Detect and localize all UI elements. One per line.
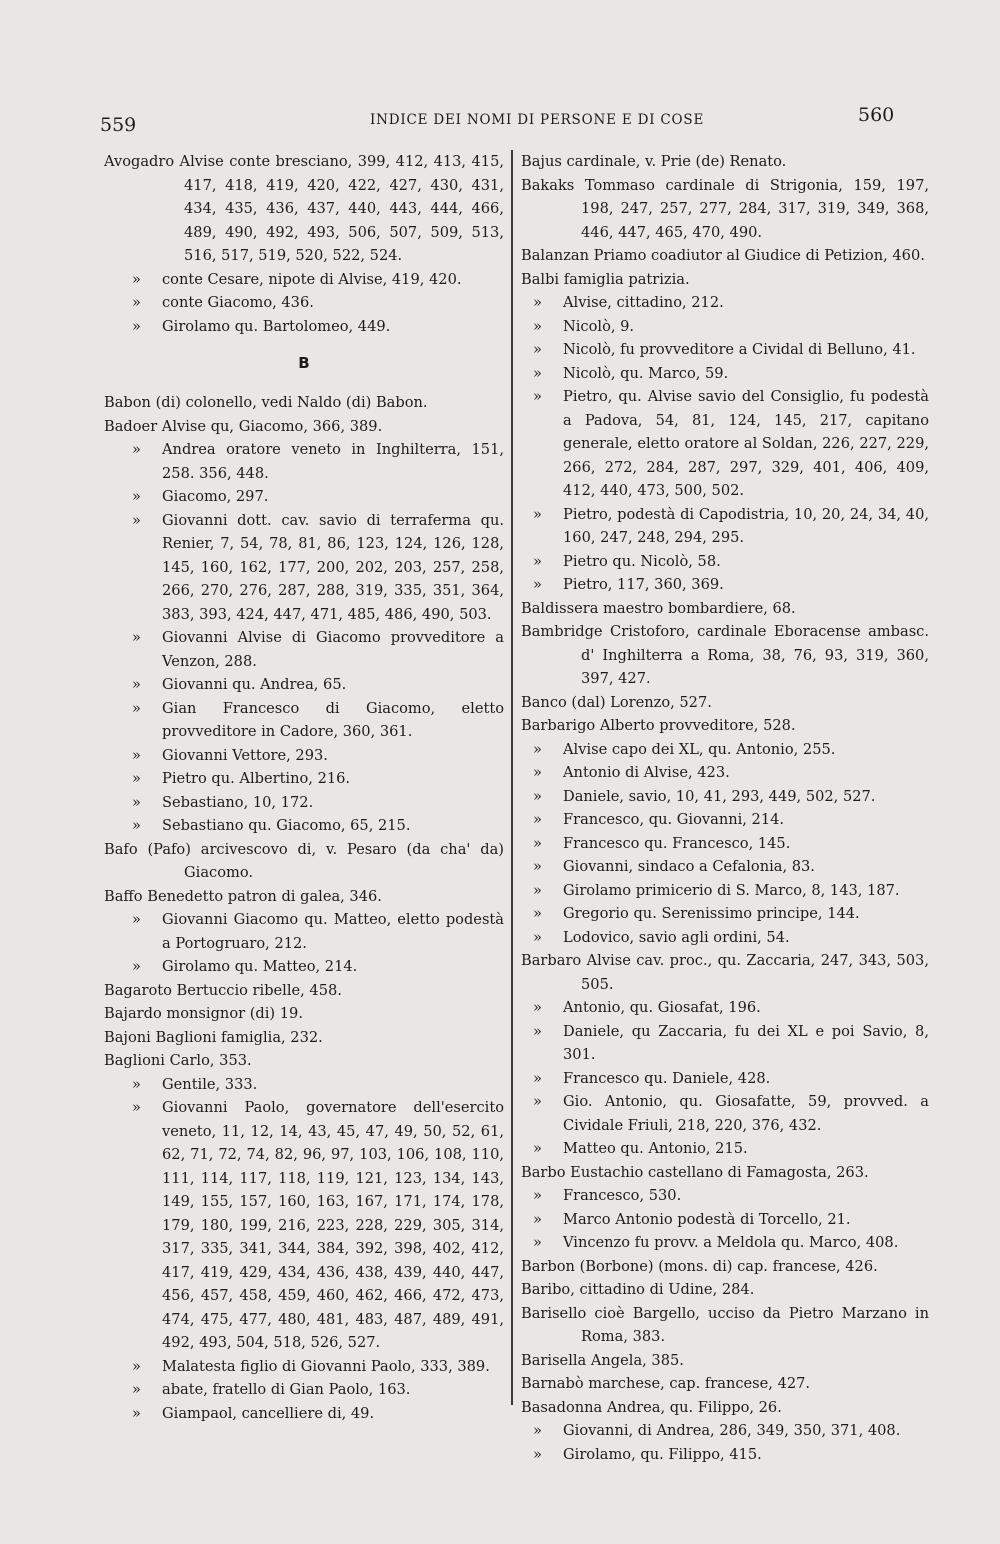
index-subentry: » Giovanni, di Andrea, 286, 349, 350, 371, 408.: [521, 1419, 929, 1443]
index-subentry: » Giovanni Paolo, governatore dell'esercito veneto, 11, 12, 14, 43, 45, 47, 49, 50, 52, 61, 62, 71, 72, 74, 82, 96, 97, 103, 106, 108, 110, 111, 114, 117, 118, 119, 121, 123, 134, 143, 149, 155, 157, 160, 163, 167, 171, 174, 178, 179, 180, 199, 216, 223, 228, 229, 305, 314, 317, 335, 341, 344, 384, 392, 398, 402, 412, 417, 419, 429, 434, 436, 438, 439, 440, 447, 456, 457, 458, 459, 460, 462, 466, 472, 473, 474, 475, 477, 480, 481, 483, 487, 489, 491, 492, 493, 504, 518, 526, 527.: [104, 1096, 504, 1355]
index-subentry: » Andrea oratore veneto in Inghilterra, 151, 258. 356, 448.: [104, 438, 504, 485]
index-subentry: » Sebastiano, 10, 172.: [104, 791, 504, 815]
index-subentry: » Marco Antonio podestà di Torcello, 21.: [521, 1208, 929, 1232]
index-subentry: » Pietro, qu. Alvise savio del Consiglio, fu podestà a Padova, 54, 81, 124, 145, 217, capitano generale, eletto oratore al Soldan, 226, 227, 229, 266, 272, 284, 287, 297, 329, 401, 406, 409, 412, 440, 473, 500, 502.: [521, 385, 929, 503]
index-subentry: » Nicolò, fu provveditore a Cividal di Belluno, 41.: [521, 338, 929, 362]
index-subentry: » Pietro qu. Nicolò, 58.: [521, 550, 929, 574]
index-entry: Barbon (Borbone) (mons. di) cap. francese, 426.: [521, 1257, 878, 1275]
index-subentry: » Giovanni dott. cav. savio di terraferma qu. Renier, 7, 54, 78, 81, 86, 123, 124, 126, 128, 145, 160, 162, 177, 200, 202, 203, 257, 258, 266, 270, 276, 287, 288, 319, 335, 351, 364, 383, 393, 424, 447, 471, 485, 486, 490, 503.: [104, 509, 504, 627]
index-subentry: » Giovanni Vettore, 293.: [104, 744, 504, 768]
index-entry: Bakaks Tommaso cardinale di Strigonia, 159, 197, 198, 247, 257, 277, 284, 317, 319, 349, 368, 446, 447, 465, 470, 490.: [521, 176, 929, 241]
left-column: [104, 150, 504, 1425]
index-subentry: » Girolamo qu. Bartolomeo, 449.: [104, 315, 504, 339]
index-entry: Balanzan Priamo coadiutor al Giudice di Petizion, 460.: [521, 247, 925, 264]
index-subentry: » Giovanni Giacomo qu. Matteo, eletto podestà a Portogruaro, 212.: [104, 908, 504, 955]
page-number-left: 559: [100, 114, 137, 136]
index-subentry: » Antonio di Alvise, 423.: [521, 761, 929, 785]
index-entry: Baribo, cittadino di Udine, 284.: [521, 1281, 755, 1298]
index-subentry: » Giovanni qu. Andrea, 65.: [104, 673, 504, 697]
header-title: INDICE DEI NOMI DI PERSONE E DI COSE: [370, 112, 705, 128]
index-subentry: » Sebastiano qu. Giacomo, 65, 215.: [104, 814, 504, 838]
index-subentry: » Gregorio qu. Serenissimo principe, 144.: [521, 902, 929, 926]
index-entry: Balbi famiglia patrizia.: [521, 270, 690, 288]
index-subentry: » Lodovico, savio agli ordini, 54.: [521, 926, 929, 950]
column-divider: [511, 150, 513, 1405]
index-subentry: » Giovanni Alvise di Giacomo provveditore a Venzon, 288.: [104, 626, 504, 673]
index-subentry: » Francesco qu. Francesco, 145.: [521, 832, 929, 856]
index-subentry: » Antonio, qu. Giosafat, 196.: [521, 996, 929, 1020]
index-entry: Babon (di) colonello, vedi Naldo (di) Babon.: [104, 394, 428, 411]
index-subentry: » Pietro qu. Albertino, 216.: [104, 767, 504, 791]
index-subentry: » Daniele, qu Zaccaria, fu dei XL e poi Savio, 8, 301.: [521, 1020, 929, 1067]
index-subentry: » Gentile, 333.: [104, 1073, 504, 1097]
index-subentry: » Alvise capo dei XL, qu. Antonio, 255.: [521, 738, 929, 762]
index-entry: Baglioni Carlo, 353.: [104, 1052, 252, 1069]
index-subentry: » Giovanni, sindaco a Cefalonia, 83.: [521, 855, 929, 879]
index-subentry: » conte Giacomo, 436.: [104, 291, 504, 315]
index-subentry: » Vincenzo fu provv. a Meldola qu. Marco, 408.: [521, 1231, 929, 1255]
index-entry: Bagaroto Bertuccio ribelle, 458.: [104, 981, 342, 999]
index-subentry: » Pietro, 117, 360, 369.: [521, 573, 929, 597]
index-subentry: » Daniele, savio, 10, 41, 293, 449, 502, 527.: [521, 785, 929, 809]
index-entry: Banco (dal) Lorenzo, 527.: [521, 693, 712, 711]
index-subentry: » Pietro, podestà di Capodistria, 10, 20, 24, 34, 40, 160, 247, 248, 294, 295.: [521, 503, 929, 550]
index-entry: Bajardo monsignor (di) 19.: [104, 1005, 303, 1022]
index-entry: Barnabò marchese, cap. francese, 427.: [521, 1375, 811, 1392]
index-entry: Baffo Benedetto patron di galea, 346.: [104, 887, 382, 905]
index-subentry: » Gian Francesco di Giacomo, eletto provveditore in Cadore, 360, 361.: [104, 697, 504, 744]
index-entry: Bafo (Pafo) arcivescovo di, v. Pesaro (da cha' da) Giacomo.: [104, 840, 504, 881]
index-subentry: » Girolamo primicerio di S. Marco, 8, 143, 187.: [521, 879, 929, 903]
section-letter: B: [298, 354, 310, 372]
index-subentry: » Francesco qu. Daniele, 428.: [521, 1067, 929, 1091]
index-entry: Barbaro Alvise cav. proc., qu. Zaccaria, 247, 343, 503, 505.: [521, 952, 929, 993]
index-subentry: » conte Cesare, nipote di Alvise, 419, 420.: [104, 268, 504, 292]
index-subentry: » Malatesta figlio di Giovanni Paolo, 333, 389.: [104, 1355, 504, 1379]
index-subentry: » Matteo qu. Antonio, 215.: [521, 1137, 929, 1161]
index-subentry: » Gio. Antonio, qu. Giosafatte, 59, provved. a Cividale Friuli, 218, 220, 376, 432.: [521, 1090, 929, 1137]
index-subentry: » Alvise, cittadino, 212.: [521, 291, 929, 315]
index-subentry: » abate, fratello di Gian Paolo, 163.: [104, 1378, 504, 1402]
index-subentry: » Francesco, qu. Giovanni, 214.: [521, 808, 929, 832]
index-subentry: » Girolamo qu. Matteo, 214.: [104, 955, 504, 979]
right-column: [521, 150, 929, 1466]
index-subentry: » Girolamo, qu. Filippo, 415.: [521, 1443, 929, 1467]
index-subentry: » Nicolò, qu. Marco, 59.: [521, 362, 929, 386]
index-subentry: » Giampaol, cancelliere di, 49.: [104, 1402, 504, 1426]
index-entry: Bajoni Baglioni famiglia, 232.: [104, 1028, 323, 1046]
index-entry: Bambridge Cristoforo, cardinale Eboracense ambasc. d' Inghilterra a Roma, 38, 76, 93, 319, 360, 397, 427.: [521, 623, 929, 687]
index-subentry: » Giacomo, 297.: [104, 485, 504, 509]
index-entry: Barbo Eustachio castellano di Famagosta, 263.: [521, 1163, 869, 1181]
page-number-right: 560: [858, 104, 895, 126]
index-subentry: » Nicolò, 9.: [521, 315, 929, 339]
index-subentry: » Francesco, 530.: [521, 1184, 929, 1208]
running-header: [0, 104, 1000, 136]
index-entry: Barisello cioè Bargello, ucciso da Pietro Marzano in Roma, 383.: [521, 1304, 929, 1345]
index-entry: Barisella Angela, 385.: [521, 1351, 684, 1369]
index-entry: Badoer Alvise qu, Giacomo, 366, 389.: [104, 417, 383, 435]
index-entry: Barbarigo Alberto provveditore, 528.: [521, 717, 796, 734]
index-entry: Baldissera maestro bombardiere, 68.: [521, 599, 796, 617]
index-entry: Bajus cardinale, v. Prie (de) Renato.: [521, 153, 787, 170]
index-entry: Basadonna Andrea, qu. Filippo, 26.: [521, 1398, 782, 1416]
index-entry: Avogadro Alvise conte bresciano, 399, 412, 413, 415, 417, 418, 419, 420, 422, 427, 430, 431, 434, 435, 436, 437, 440, 443, 444, 466, 489, 490, 492, 493, 506, 507, 509, 513, 516, 517, 519, 520, 522, 524.: [104, 153, 504, 264]
